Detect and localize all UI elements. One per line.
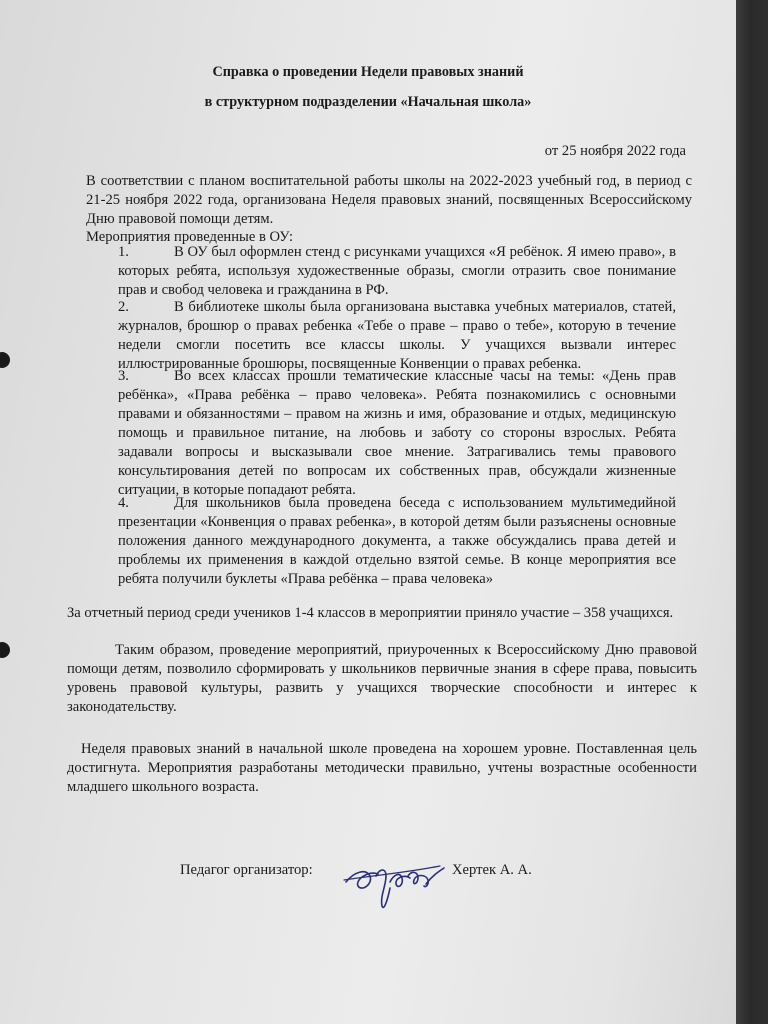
document-subtitle: в структурном подразделении «Начальная школа» [204, 94, 532, 110]
signatory-title: Педагог организатор: [180, 862, 313, 878]
intro-paragraph: В соответствии с планом воспитательной работы школы на 2022-2023 учебный год, в период с 21-25 ноября 2022 года, организована Неделя правовых знаний, посвященных Всероссийскому Дню правовой помощи детям. [86, 173, 692, 227]
punch-hole-icon [0, 352, 10, 368]
list-item-text: В ОУ был оформлен стенд с рисунками учащихся «Я ребёнок. Я имею право», в которых ребята, используя художественные образы, смогли отразить свое понимание прав и свобод человека и гражданина в РФ. [118, 244, 676, 298]
conclusion-paragraph: Неделя правовых знаний в начальной школе проведена на хорошем уровне. Поставленная цель достигнута. Мероприятия разработаны методически правильно, учтены возрастные особенности младшего школьного возраста. [67, 741, 697, 795]
list-item [118, 298, 676, 374]
list-item-number: 1. [118, 244, 129, 260]
list-item-text: В библиотеке школы была организована выставка учебных материалов, статей, журналов, брошюр о правах ребенка «Тебе о праве – право о тебе», которую в течение недели смогли посетить все классы школы. У учащихся вызвали интерес иллюстрированные брошюры, посвященные Конвенции о правах ребенка. [118, 299, 676, 372]
punch-hole-icon [0, 642, 10, 658]
list-item-number: 2. [118, 299, 129, 315]
list-item [118, 243, 676, 300]
list-item [118, 367, 676, 500]
document-date: от 25 ноября 2022 года [544, 143, 686, 159]
signatory-name: Хертек А. А. [452, 862, 532, 878]
list-item-text: Для школьников была проведена беседа с использованием мультимедийной презентации «Конвенция о правах ребенка», в которой детям были разъяснены основные положения данного международного документа, а также обсуждались права детей и проблемы их применения в каждой отдельно взятой семье. В конце мероприятия все ребята получили буклеты «Права ребёнка – права человека» [118, 495, 676, 587]
background-edge [736, 0, 768, 1024]
list-item-text: Во всех классах прошли тематические классные часы на темы: «День прав ребёнка», «Права ребёнка – право человека». Ребята познакомились с основными правами и обязанностями – правом на жизнь и имя, образование и отдых, медицинскую помощь и правильное питание, на любовь и заботу со стороны взрослых. Ребята задавали вопросы и высказывали свое мнение. Затрагивались темы правового консультирования детей по вопросам их собственных прав, обсуждали жизненные ситуации, в которые попадают ребята. [118, 368, 676, 498]
list-item [118, 494, 676, 589]
document-title: Справка о проведении Недели правовых знаний [212, 64, 524, 80]
events-heading: Мероприятия проведенные в ОУ: [86, 229, 294, 245]
list-item-number: 4. [118, 495, 129, 511]
list-item-number: 3. [118, 368, 129, 384]
summary-paragraph: Таким образом, проведение мероприятий, приуроченных к Всероссийскому Дню правовой помощи детям, позволило сформировать у школьников первичные знания в сфере права, повысить уровень правовой культуры, развить у учащихся творческие способности и интерес к законодательству. [67, 642, 697, 715]
signature-icon [340, 846, 450, 916]
participation-report: За отчетный период среди учеников 1-4 классов в мероприятии приняло участие – 358 учащихся. [67, 605, 674, 621]
